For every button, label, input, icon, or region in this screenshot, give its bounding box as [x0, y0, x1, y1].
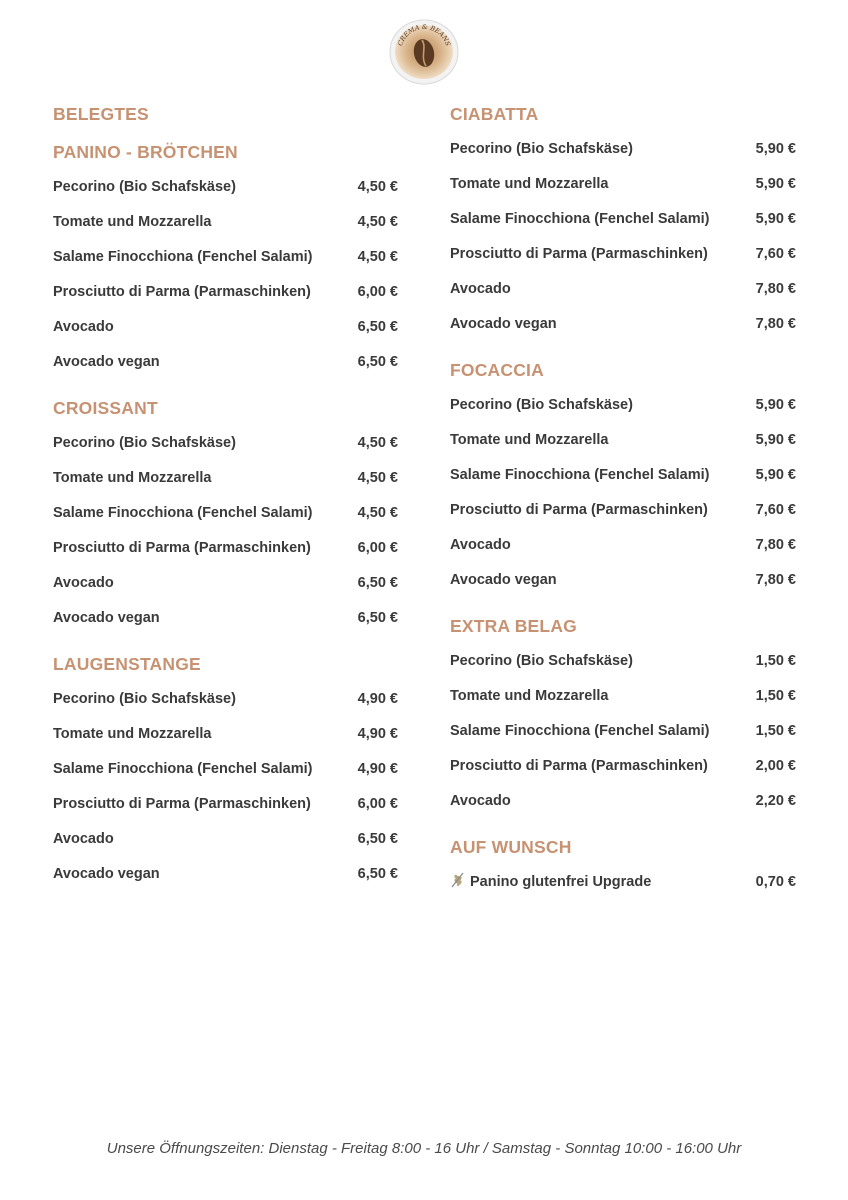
- menu-item: [450, 685, 796, 708]
- menu-item: [53, 502, 398, 525]
- menu-item-price: 7,60 €: [755, 246, 796, 262]
- menu-section-ciabatta: [450, 102, 796, 336]
- menu-item-price: 5,90 €: [755, 141, 796, 157]
- menu-item-name: Avocado vegan: [53, 866, 160, 882]
- menu-item-price: 5,90 €: [755, 176, 796, 192]
- crema-beans-logo: [389, 19, 459, 85]
- section-title: LAUGENSTANGE: [53, 654, 201, 674]
- menu-item-name: Prosciutto di Parma (Parmaschinken): [53, 284, 311, 300]
- menu-item-price: 7,80 €: [755, 572, 796, 588]
- menu-item-price: 6,50 €: [357, 831, 398, 847]
- menu-item-price: 6,50 €: [357, 575, 398, 591]
- menu-item-name: Prosciutto di Parma (Parmaschinken): [53, 540, 311, 556]
- menu-item-name: Avocado: [450, 281, 511, 297]
- menu-item: [53, 723, 398, 746]
- menu-item-name: Avocado: [53, 575, 114, 591]
- section-title: FOCACCIA: [450, 360, 544, 380]
- menu-item-name: Salame Finocchiona (Fenchel Salami): [450, 467, 710, 483]
- menu-item: [53, 863, 398, 886]
- page-title: BELEGTES: [53, 104, 149, 124]
- menu-item-name: Pecorino (Bio Schafskäse): [450, 653, 633, 669]
- menu-item-price: 4,50 €: [357, 249, 398, 265]
- menu-item-name: Avocado vegan: [53, 610, 160, 626]
- section-title: CROISSANT: [53, 398, 158, 418]
- menu-item: [450, 278, 796, 301]
- menu-item-price: 4,90 €: [357, 761, 398, 777]
- menu-item-price: 7,80 €: [755, 281, 796, 297]
- logo-text: CREMA & BEANS: [395, 22, 453, 47]
- menu-item-price: 7,80 €: [755, 316, 796, 332]
- menu-item-name: Tomate und Mozzarella: [450, 176, 609, 192]
- menu-item-price: 6,50 €: [357, 866, 398, 882]
- menu-item: [450, 243, 796, 266]
- menu-item-name: Pecorino (Bio Schafskäse): [53, 435, 236, 451]
- menu-item-name: Prosciutto di Parma (Parmaschinken): [450, 758, 708, 774]
- menu-item-name: Avocado: [450, 793, 511, 809]
- menu-item: [53, 793, 398, 816]
- menu-item-name: Prosciutto di Parma (Parmaschinken): [450, 502, 708, 518]
- menu-item-name: Salame Finocchiona (Fenchel Salami): [53, 249, 313, 265]
- menu-item: [53, 246, 398, 269]
- menu-item: [53, 828, 398, 851]
- section-title: CIABATTA: [450, 104, 539, 124]
- menu-item-name: Avocado vegan: [53, 354, 160, 370]
- menu-item-price: 7,80 €: [755, 537, 796, 553]
- menu-item-name: Salame Finocchiona (Fenchel Salami): [450, 723, 710, 739]
- menu-item-price: 4,50 €: [357, 179, 398, 195]
- menu-item-price: 0,70 €: [755, 874, 796, 890]
- menu-item-name: Pecorino (Bio Schafskäse): [450, 397, 633, 413]
- menu-section-auf-wunsch: [450, 835, 796, 894]
- menu-item-name: Salame Finocchiona (Fenchel Salami): [450, 211, 710, 227]
- menu-item: [53, 607, 398, 630]
- left-column: [53, 102, 398, 908]
- menu-item-price: 5,90 €: [755, 211, 796, 227]
- menu-item: [450, 650, 796, 673]
- left-sections: [53, 140, 398, 886]
- menu-item: [53, 316, 398, 339]
- menu-item-price: 6,00 €: [357, 284, 398, 300]
- menu-item: [450, 429, 796, 452]
- menu-item-price: 5,90 €: [755, 432, 796, 448]
- menu-item-name: [450, 871, 756, 894]
- section-title: EXTRA BELAG: [450, 616, 577, 636]
- menu-item-name: Avocado vegan: [450, 316, 557, 332]
- menu-item: [450, 871, 796, 894]
- gluten-free-icon: [450, 872, 464, 888]
- menu-item: [450, 208, 796, 231]
- right-column: [450, 102, 796, 916]
- menu-item-name: Avocado vegan: [450, 572, 557, 588]
- menu-item-name: Tomate und Mozzarella: [53, 214, 212, 230]
- menu-item-name: Salame Finocchiona (Fenchel Salami): [53, 761, 313, 777]
- menu-item: [53, 351, 398, 374]
- menu-item-price: 6,50 €: [357, 354, 398, 370]
- menu-item-name: Tomate und Mozzarella: [450, 432, 609, 448]
- menu-item-price: 4,50 €: [357, 435, 398, 451]
- menu-item-price: 2,20 €: [755, 793, 796, 809]
- menu-item-price: 1,50 €: [755, 688, 796, 704]
- menu-item: [53, 176, 398, 199]
- menu-item-price: 4,90 €: [357, 726, 398, 742]
- menu-item-name: Prosciutto di Parma (Parmaschinken): [450, 246, 708, 262]
- menu-item: [450, 313, 796, 336]
- menu-section-extra-belag: [450, 614, 796, 813]
- menu-section-laugenstange: [53, 652, 398, 886]
- section-title: PANINO - BRÖTCHEN: [53, 142, 238, 162]
- menu-item-name: Prosciutto di Parma (Parmaschinken): [53, 796, 311, 812]
- menu-item: [450, 173, 796, 196]
- menu-section-focaccia: [450, 358, 796, 592]
- menu-item-price: 1,50 €: [755, 723, 796, 739]
- menu-item: [450, 394, 796, 417]
- section-title: AUF WUNSCH: [450, 837, 572, 857]
- menu-item-price: 6,50 €: [357, 319, 398, 335]
- menu-item-price: 6,00 €: [357, 796, 398, 812]
- menu-item-price: 6,00 €: [357, 540, 398, 556]
- menu-item-price: 4,50 €: [357, 470, 398, 486]
- menu-section-croissant: [53, 396, 398, 630]
- right-sections: [450, 102, 796, 894]
- menu-item: [450, 464, 796, 487]
- menu-item-price: 1,50 €: [755, 653, 796, 669]
- menu-item: [53, 537, 398, 560]
- menu-item-label: Panino glutenfrei Upgrade: [470, 874, 652, 890]
- menu-item: [53, 758, 398, 781]
- menu-item: [450, 720, 796, 743]
- menu-item: [450, 534, 796, 557]
- menu-item-name: Pecorino (Bio Schafskäse): [450, 141, 633, 157]
- menu-item: [450, 790, 796, 813]
- menu-item: [53, 432, 398, 455]
- menu-item: [450, 138, 796, 161]
- menu-item-price: 7,60 €: [755, 502, 796, 518]
- menu-item-name: Pecorino (Bio Schafskäse): [53, 691, 236, 707]
- menu-item-price: 6,50 €: [357, 610, 398, 626]
- menu-item-name: Tomate und Mozzarella: [53, 726, 212, 742]
- menu-item-price: 5,90 €: [755, 397, 796, 413]
- menu-item: [53, 281, 398, 304]
- menu-item-name: Tomate und Mozzarella: [450, 688, 609, 704]
- menu-item: [53, 211, 398, 234]
- menu-item: [450, 499, 796, 522]
- menu-item: [450, 755, 796, 778]
- menu-item: [53, 467, 398, 490]
- menu-item-name: Avocado: [53, 831, 114, 847]
- menu-item-price: 5,90 €: [755, 467, 796, 483]
- opening-hours: Unsere Öffnungszeiten: Dienstag - Freitag 8:00 - 16 Uhr / Samstag - Sonntag 10:00 - 16:00 Uhr: [106, 1140, 742, 1157]
- menu-item-name: Salame Finocchiona (Fenchel Salami): [53, 505, 313, 521]
- menu-item-price: 2,00 €: [755, 758, 796, 774]
- menu-item: [450, 569, 796, 592]
- menu-item: [53, 688, 398, 711]
- menu-section-panino-broetchen: [53, 140, 398, 374]
- menu-item-name: Pecorino (Bio Schafskäse): [53, 179, 236, 195]
- menu-item-price: 4,50 €: [357, 214, 398, 230]
- menu-item-price: 4,90 €: [357, 691, 398, 707]
- menu-item-price: 4,50 €: [357, 505, 398, 521]
- menu-item-name: Avocado: [53, 319, 114, 335]
- menu-item-name: Tomate und Mozzarella: [53, 470, 212, 486]
- menu-item-name: Avocado: [450, 537, 511, 553]
- menu-item: [53, 572, 398, 595]
